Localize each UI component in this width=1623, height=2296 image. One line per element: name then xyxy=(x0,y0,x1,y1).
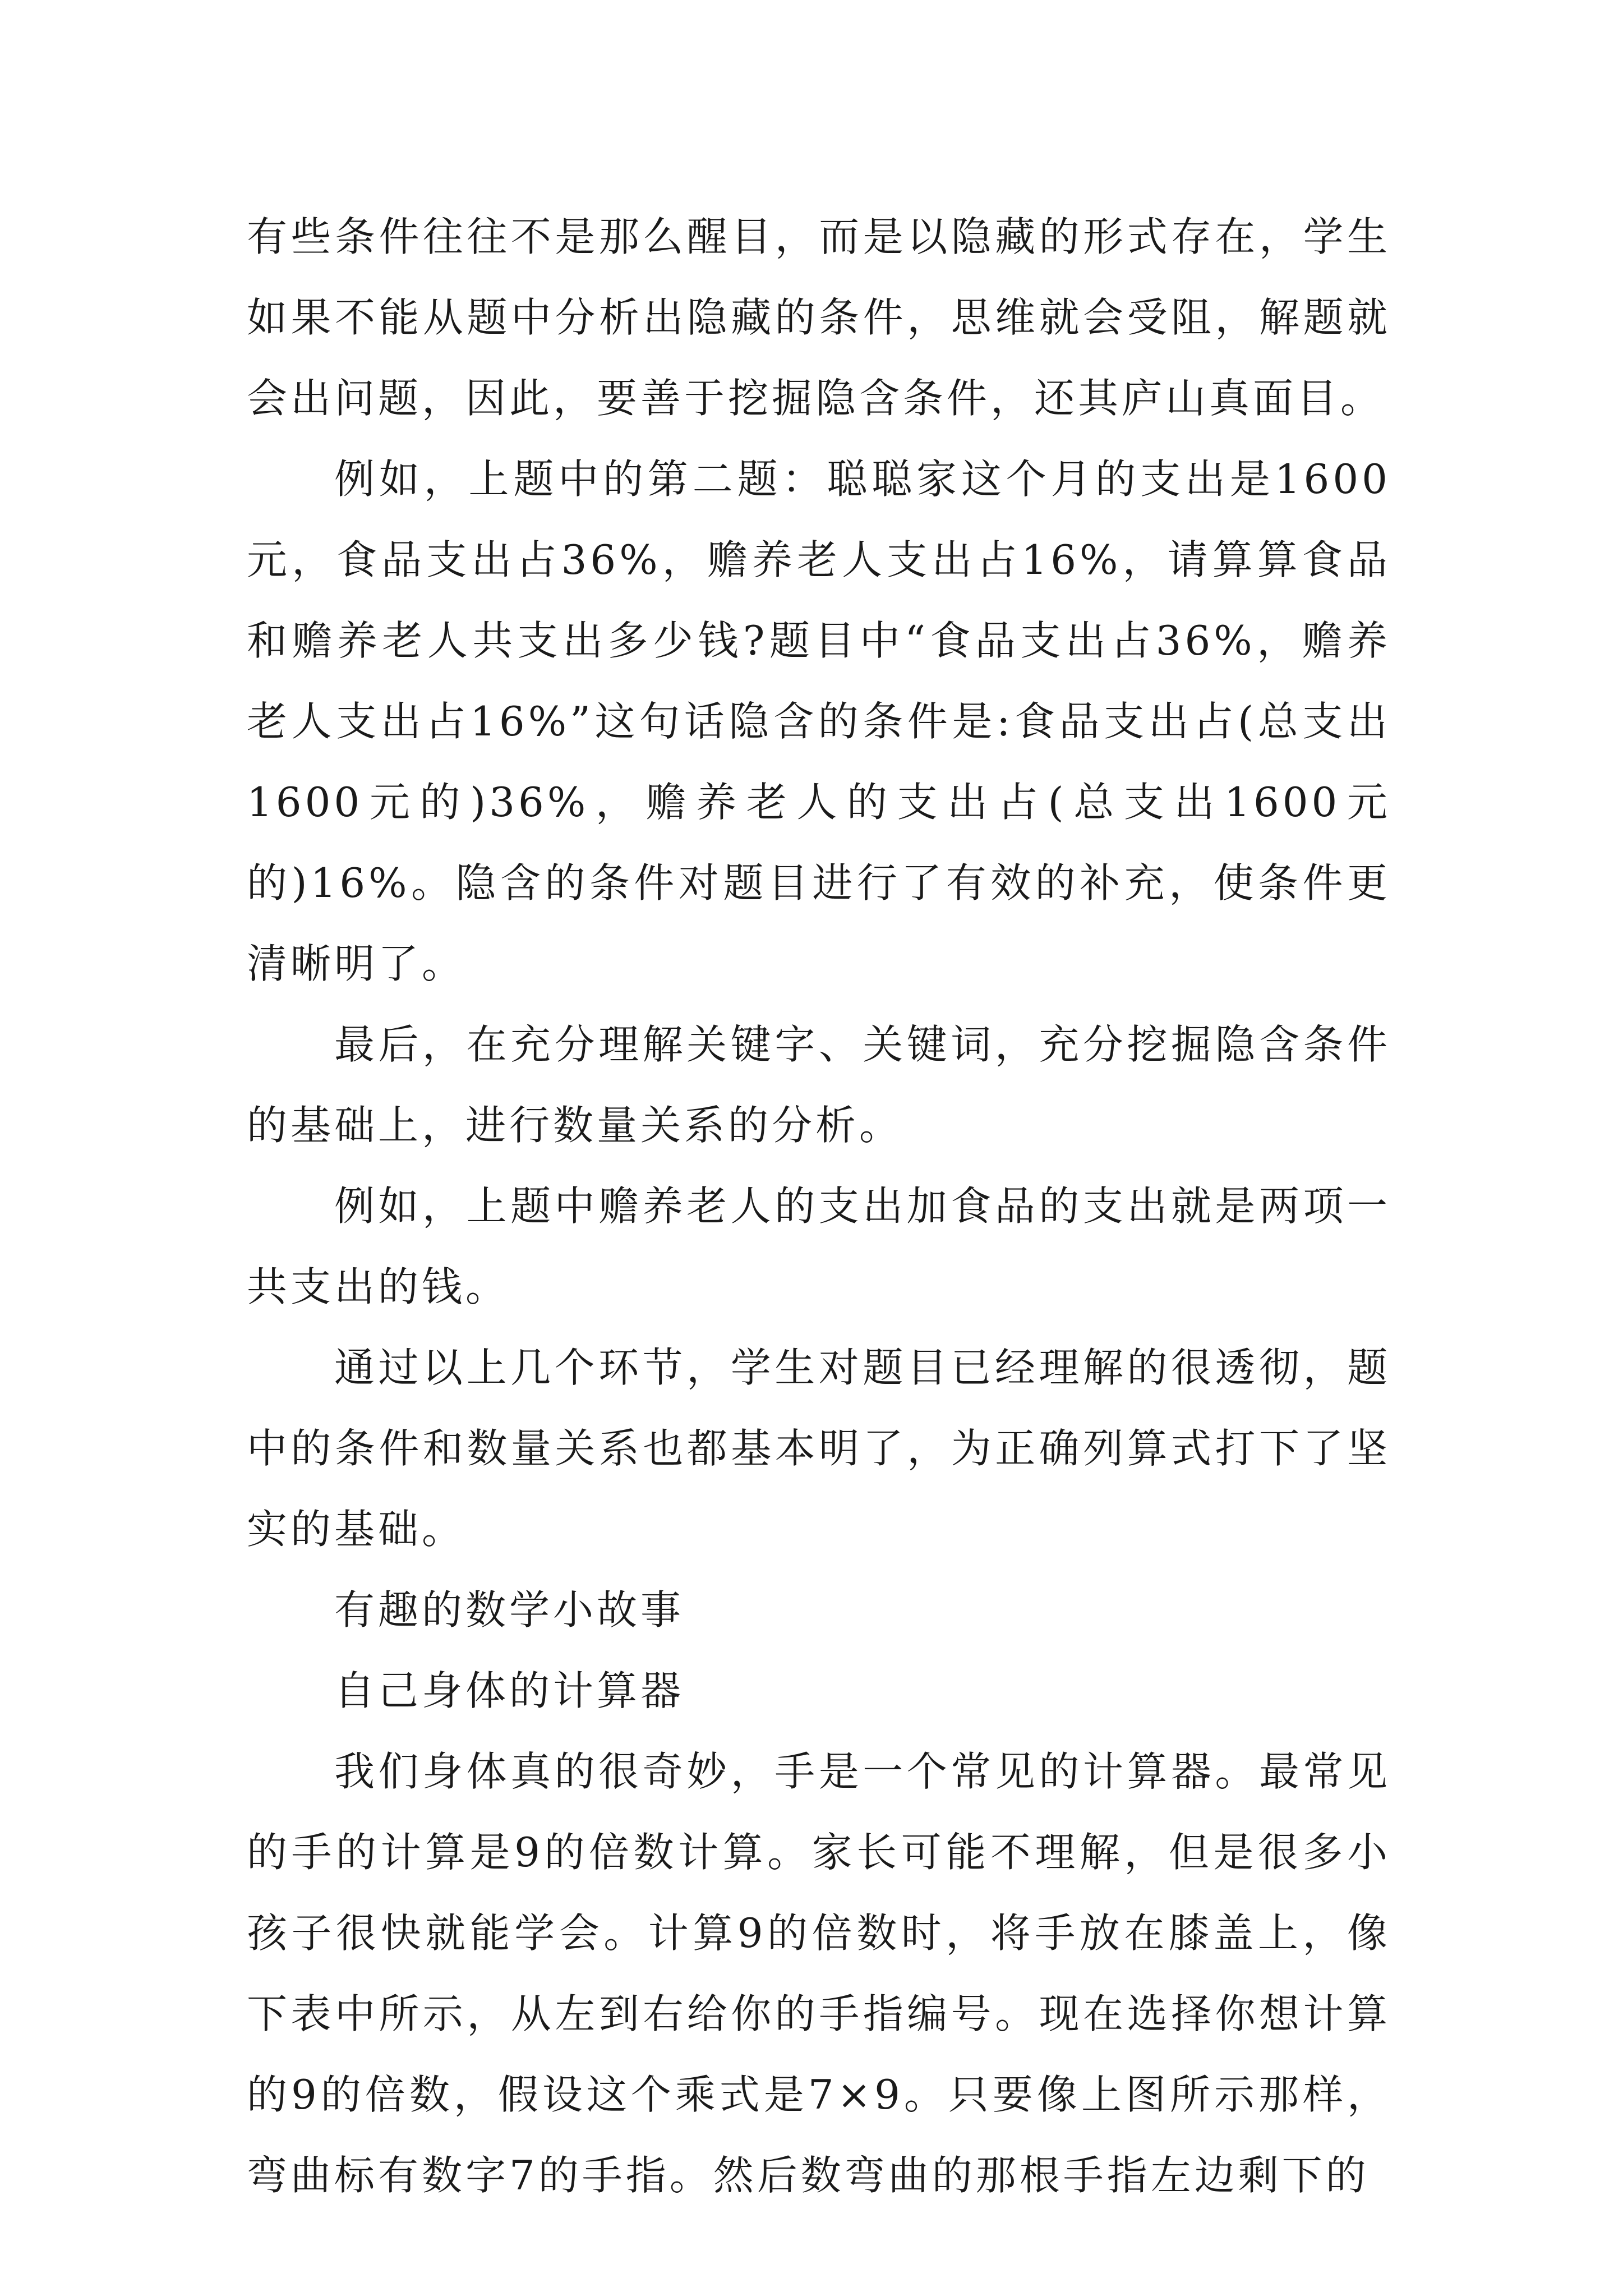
paragraph-hidden-conditions: 有些条件往往不是那么醒目，而是以隐藏的形式存在，学生如果不能从题中分析出隐藏的条件，思维就会受阻，解题就会出问题，因此，要善于挖掘隐含条件，还其庐山真面目。 xyxy=(247,213,1391,422)
paragraph-example-second-question: 例如，上题中的第二题：聪聪家这个月的支出是1600元，食品支出占36%，赡养老人支出占16%，请算算食品和赡养老人共支出多少钱?题目中“食品支出占36%，赡养老人支出占16%”这句话隐含的条件是:食品支出占(总支出1600元的)36%，赡养老人的支出占(总支出1600元的)16%。隐含的条件对题目进行了有效的补充，使条件更清晰明了。 xyxy=(247,455,1391,987)
paragraph-summary: 通过以上几个环节，学生对题目已经理解的很透彻，题中的条件和数量关系也都基本明了，为正确列算式打下了坚实的基础。 xyxy=(247,1344,1391,1553)
paragraph-example-total-expense: 例如，上题中赡养老人的支出加食品的支出就是两项一共支出的钱。 xyxy=(247,1182,1391,1310)
section-heading-math-stories: 有趣的数学小故事 xyxy=(334,1586,685,1634)
document-body xyxy=(247,196,1391,2216)
paragraph-quantity-analysis: 最后，在充分理解关键字、关键词，充分挖掘隐含条件的基础上，进行数量关系的分析。 xyxy=(247,1021,1391,1149)
section-heading-body-calculator: 自己身体的计算器 xyxy=(334,1667,685,1714)
paragraph-hand-calculation: 我们身体真的很奇妙，手是一个常见的计算器。最常见的手的计算是9的倍数计算。家长可能不理解，但是很多小孩子很快就能学会。计算9的倍数时，将手放在膝盖上，像下表中所示，从左到右给你的手指编号。现在选择你想计算的9的倍数，假设这个乘式是7×9。只要像上图所示那样，弯曲标有数字7的手指。然后数弯曲的那根手指左边剩下的 xyxy=(247,1748,1391,2199)
